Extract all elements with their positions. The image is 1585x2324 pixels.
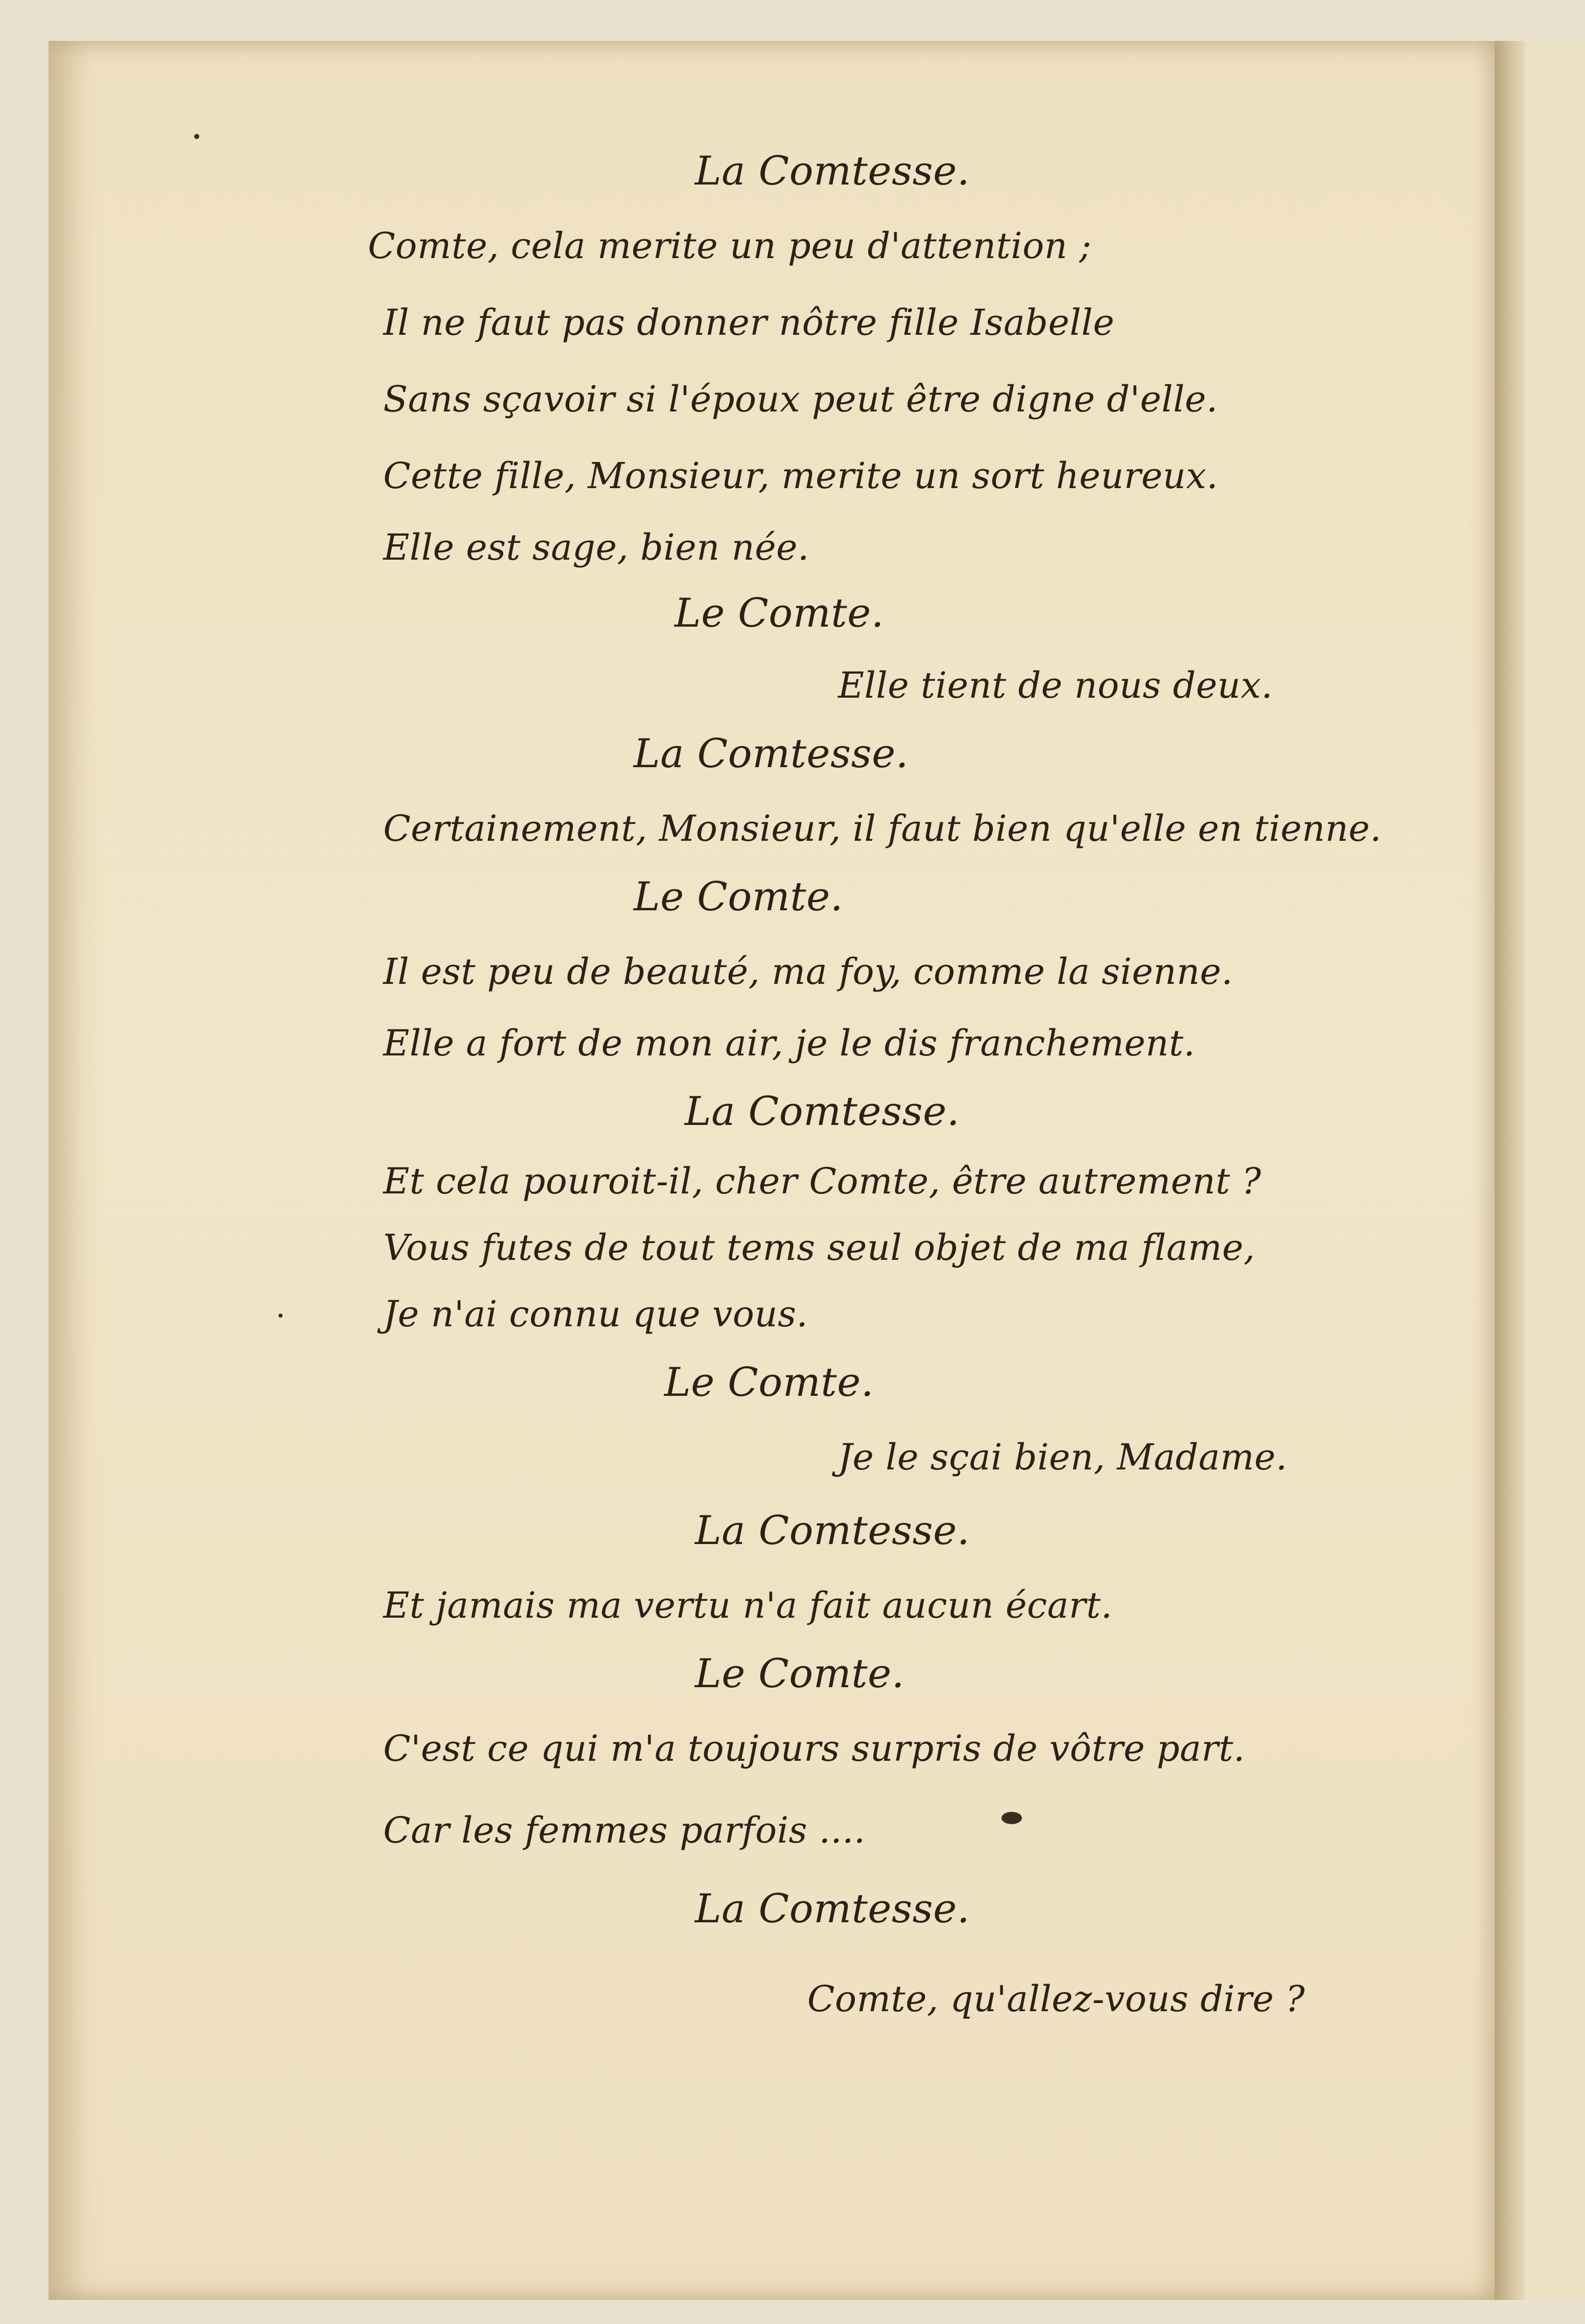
verse-line: Elle est sage, bien née. xyxy=(383,526,809,568)
verse-line: Elle tient de nous deux. xyxy=(838,664,1273,706)
speaker-heading: Le Comte. xyxy=(634,874,844,920)
speaker-heading: La Comtesse. xyxy=(695,148,970,194)
speaker-heading: La Comtesse. xyxy=(685,1089,960,1135)
verse-line: Sans sçavoir si l'époux peut être digne d'elle. xyxy=(383,378,1218,420)
verse-line: Vous futes de tout tems seul objet de ma flame, xyxy=(383,1227,1255,1269)
binding-fold xyxy=(1495,41,1525,2300)
speaker-heading: La Comtesse. xyxy=(695,1886,970,1932)
verse-line: Il ne faut pas donner nôtre fille Isabelle xyxy=(383,302,1115,343)
verse-line: Comte, cela merite un peu d'attention ; xyxy=(368,225,1092,267)
verse-line: Il est peu de beauté, ma foy, comme la sienne. xyxy=(383,951,1233,993)
verse-line: Cette fille, Monsieur, merite un sort heureux. xyxy=(383,455,1218,497)
verse-line: Je le sçai bien, Madame. xyxy=(838,1436,1288,1478)
ink-dot xyxy=(194,134,199,139)
speaker-heading: Le Comte. xyxy=(664,1360,874,1406)
verse-line: Comte, qu'allez-vous dire ? xyxy=(807,1978,1306,2020)
verse-line: Je n'ai connu que vous. xyxy=(383,1293,808,1335)
speaker-heading: Le Comte. xyxy=(674,590,884,636)
speaker-heading: La Comtesse. xyxy=(634,731,909,777)
verse-line: Car les femmes parfois .... xyxy=(383,1809,866,1851)
verse-line: C'est ce qui m'a toujours surpris de vôtre part. xyxy=(383,1728,1245,1769)
verse-line: Certainement, Monsieur, il faut bien qu'elle en tienne. xyxy=(383,808,1382,849)
verse-line: Et cela pouroit-il, cher Comte, être autrement ? xyxy=(383,1160,1262,1202)
verse-line: Et jamais ma vertu n'a fait aucun écart. xyxy=(383,1584,1113,1626)
ink-blot xyxy=(1001,1812,1022,1824)
facing-page-strip xyxy=(1525,41,1585,2300)
ink-dot xyxy=(278,1314,283,1318)
speaker-heading: La Comtesse. xyxy=(695,1508,970,1554)
verse-line: Elle a fort de mon air, je le dis franchement. xyxy=(383,1022,1196,1064)
speaker-heading: Le Comte. xyxy=(695,1651,905,1697)
